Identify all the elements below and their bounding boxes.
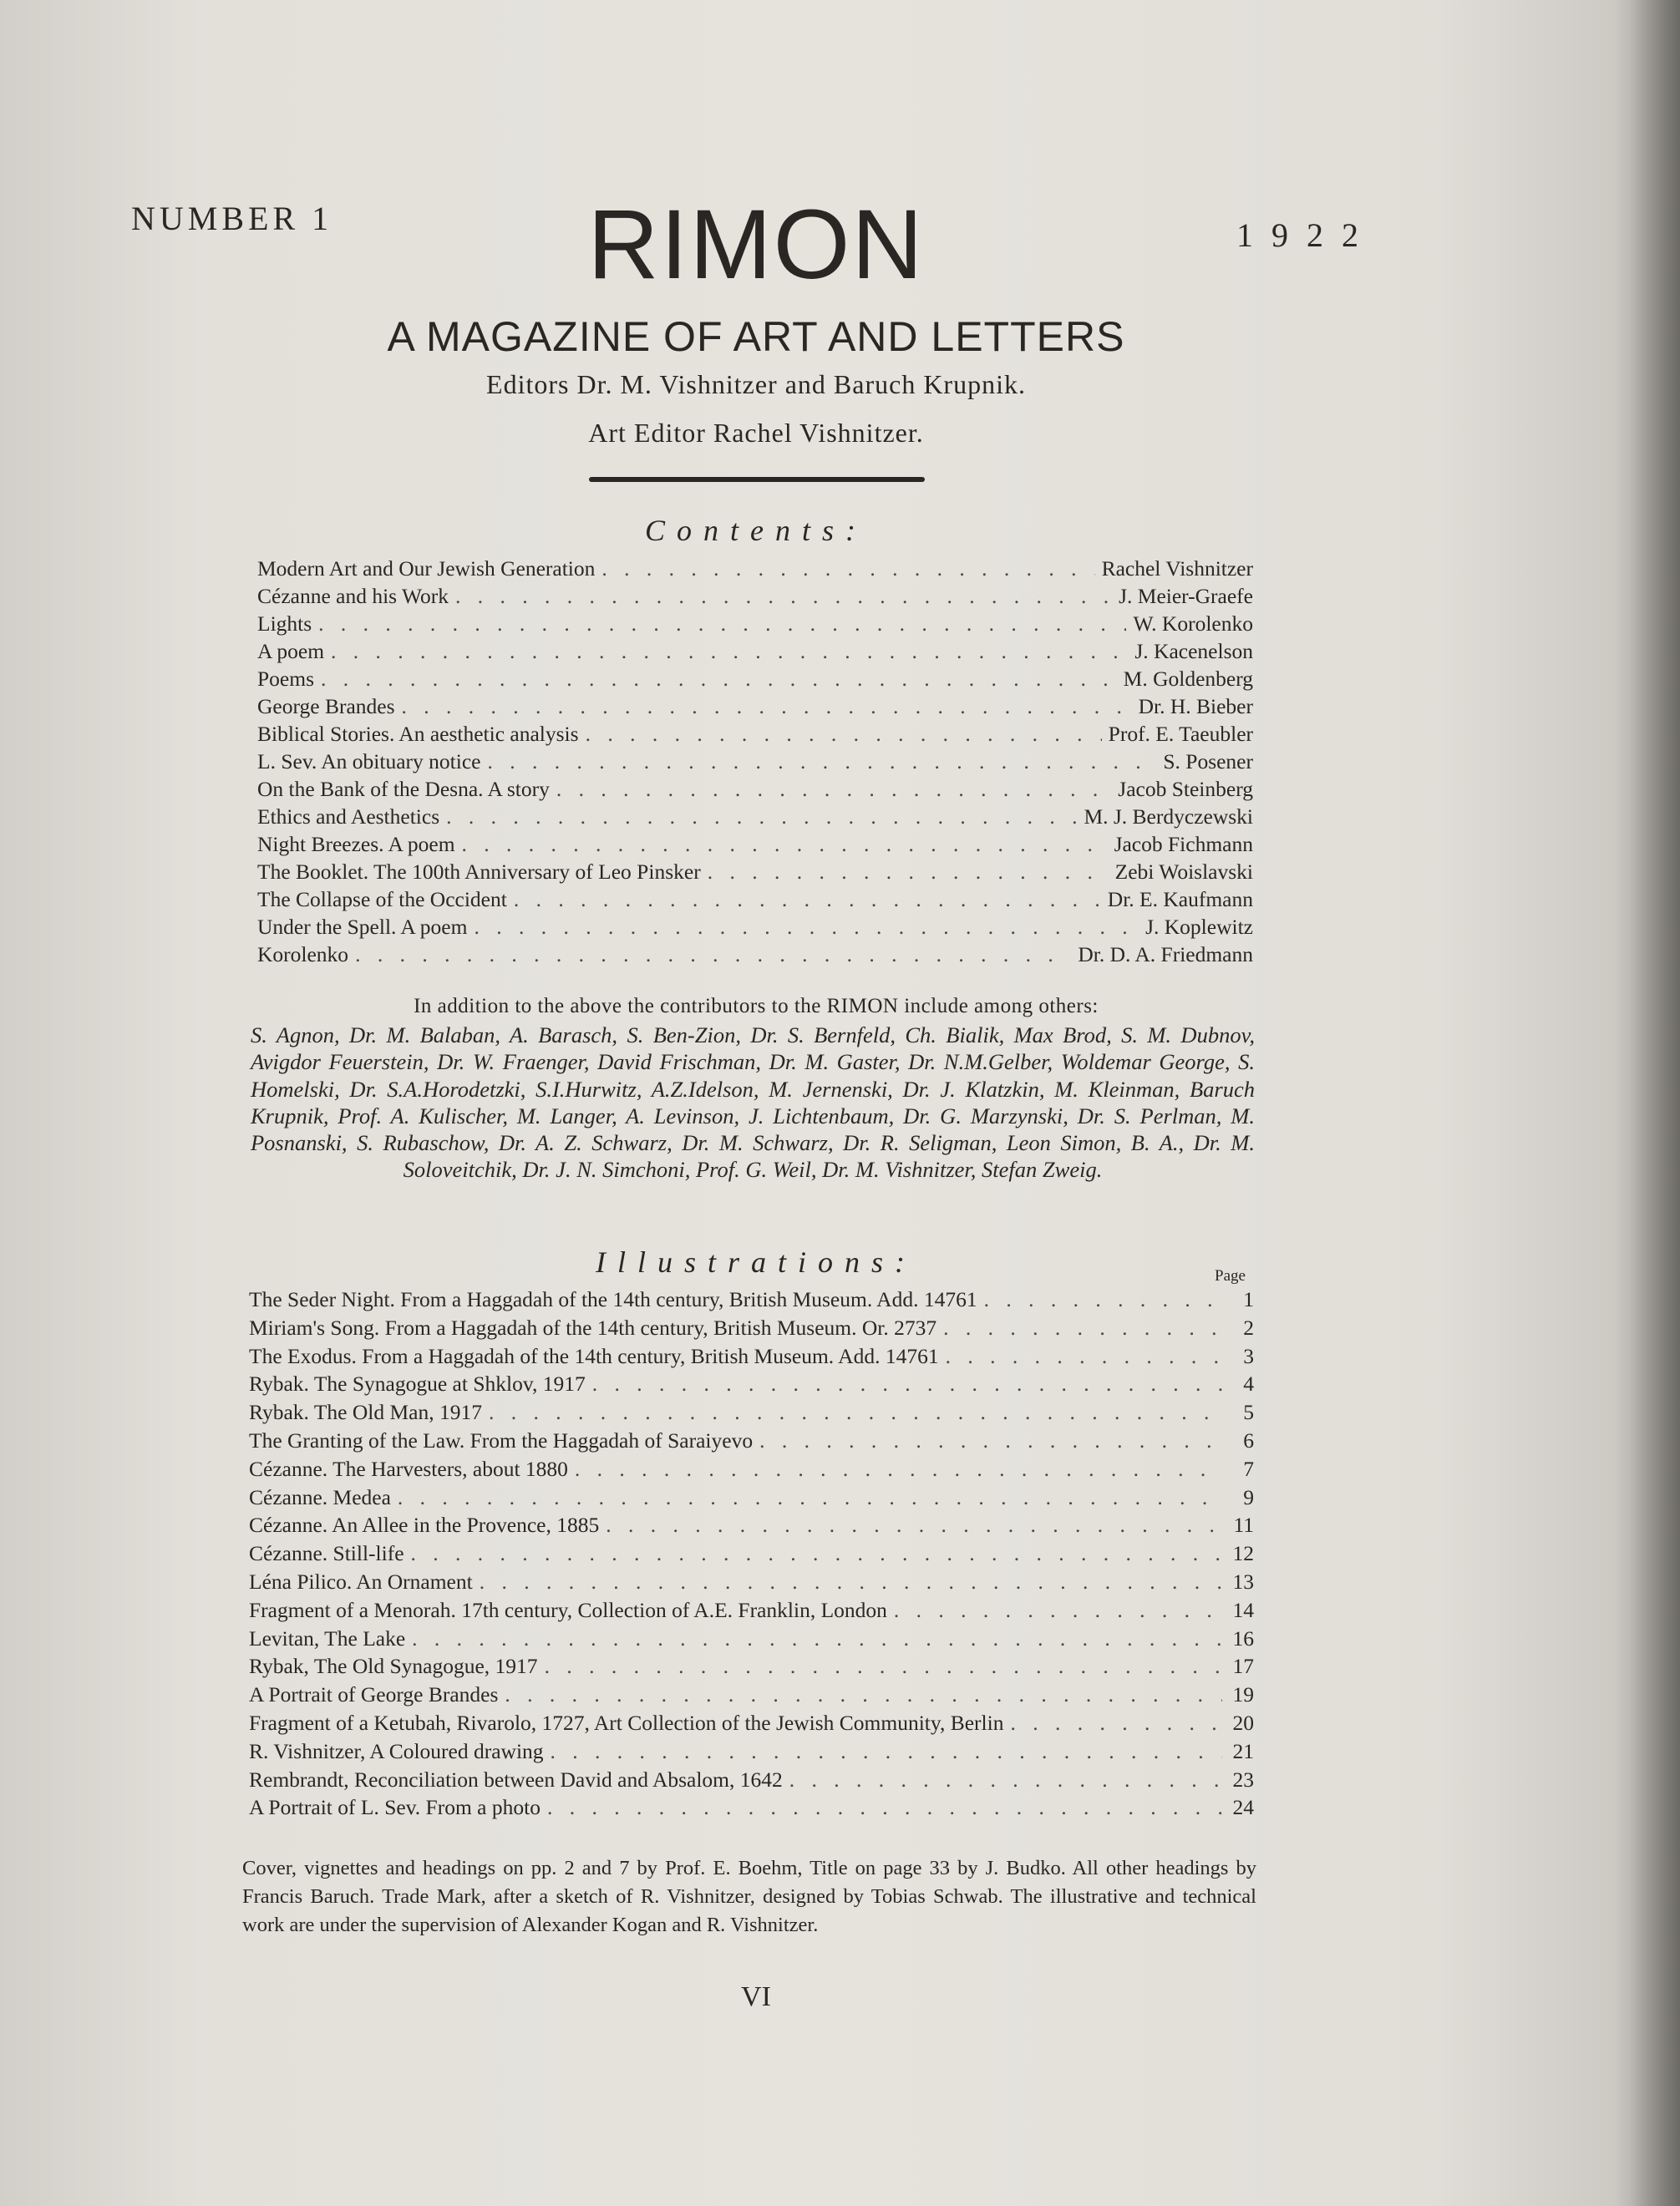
illustration-page: 21: [1232, 1738, 1254, 1763]
illustration-item: [249, 1654, 1254, 1682]
contents-item: [257, 694, 1253, 722]
dot-leader: [412, 1626, 1222, 1651]
illustration-item: [249, 1626, 1254, 1655]
illustration-title: Léna Pilico. An Ornament: [249, 1569, 473, 1594]
magazine-title: RIMON: [587, 190, 925, 300]
contents-title: Poems: [257, 667, 315, 691]
contents-author: W. Korolenko: [1133, 611, 1253, 636]
contents-title: Modern Art and Our Jewish Generation: [257, 556, 596, 581]
dot-leader: [321, 667, 1117, 692]
contents-list: [257, 556, 1253, 970]
contents-item: [257, 942, 1253, 970]
illustration-title: Rybak, The Old Synagogue, 1917: [249, 1654, 538, 1679]
contents-author: M. Goldenberg: [1123, 667, 1253, 691]
contents-item: [257, 556, 1253, 584]
illustration-page: 24: [1232, 1795, 1254, 1820]
illustration-title: The Exodus. From a Haggadah of the 14th century, British Museum. Add. 14761: [249, 1343, 939, 1368]
illustration-page: 7: [1243, 1456, 1254, 1481]
illustration-title: Cézanne. Still-life: [249, 1541, 404, 1566]
contents-title: A poem: [257, 639, 325, 663]
contents-heading: Contents:: [645, 514, 867, 547]
illustration-title: A Portrait of George Brandes: [249, 1682, 499, 1707]
illustration-page: 16: [1232, 1625, 1254, 1651]
illustration-item: [249, 1344, 1254, 1372]
illustration-title: The Granting of the Law. From the Haggadah of Saraiyevo: [249, 1428, 754, 1453]
contents-title: Biblical Stories. An aesthetic analysis: [257, 722, 579, 746]
illustration-title: The Seder Night. From a Haggadah of the 14th century, British Museum. Add. 14761: [249, 1287, 977, 1311]
contents-author: Dr. E. Kaufmann: [1107, 887, 1253, 911]
dot-leader: [606, 1513, 1222, 1538]
illustration-page: 12: [1232, 1541, 1254, 1566]
dot-leader: [894, 1598, 1222, 1623]
illustration-title: Fragment of a Ketubah, Rivarolo, 1727, Art Collection of the Jewish Community, Berlin: [249, 1710, 1004, 1735]
dot-leader: [462, 832, 1108, 857]
illustration-title: A Portrait of L. Sev. From a photo: [249, 1795, 541, 1820]
contents-item: [257, 777, 1253, 804]
contents-item: [257, 832, 1253, 860]
dot-leader: [545, 1654, 1222, 1679]
illustration-page: 23: [1232, 1767, 1254, 1792]
issue-year: 1922: [1236, 216, 1377, 254]
contents-title: The Booklet. The 100th Anniversary of Leo Pinsker: [257, 860, 701, 884]
dot-leader: [586, 722, 1102, 747]
dot-leader: [592, 1372, 1222, 1397]
contents-item: [257, 584, 1253, 611]
illustration-item: [249, 1287, 1254, 1316]
dot-leader: [355, 942, 1071, 967]
contents-author: Zebi Woislavski: [1114, 860, 1253, 884]
contents-title: Lights: [257, 611, 312, 636]
contents-item: [257, 804, 1253, 832]
dot-leader: [551, 1739, 1222, 1764]
contents-author: J. Meier-Graefe: [1119, 584, 1253, 608]
dot-leader: [514, 887, 1101, 912]
contents-item: [257, 860, 1253, 887]
contents-title: Cézanne and his Work: [257, 584, 449, 608]
dot-leader: [331, 639, 1128, 664]
illustration-title: Cézanne. The Harvesters, about 1880: [249, 1456, 568, 1481]
dot-leader: [505, 1682, 1222, 1707]
title-rule: [589, 477, 925, 482]
illustration-title: Levitan, The Lake: [249, 1625, 406, 1651]
art-editor-line: Art Editor Rachel Vishnitzer.: [588, 418, 924, 448]
contents-item: [257, 887, 1253, 915]
illustration-item: [249, 1372, 1254, 1400]
contents-item: [257, 611, 1253, 639]
illustration-item: [249, 1400, 1254, 1428]
contents-author: M. J. Berdyczewski: [1084, 804, 1253, 829]
page-column-label: Page: [1215, 1267, 1246, 1285]
dot-leader: [398, 1485, 1222, 1510]
illustration-page: 5: [1243, 1400, 1254, 1425]
dot-leader: [402, 694, 1132, 719]
dot-leader: [446, 804, 1077, 829]
credits-paragraph: Cover, vignettes and headings on pp. 2 and 7 by Prof. E. Boehm, Title on page 33 by J. Budko. All other headings by Francis Baruch. Trade Mark, after a sketch of R. Vishnitzer, designed by Tobias Schwab. The illustrative and technical work are under the supervision of Alexander Kogan and R. Vishnitzer.: [242, 1857, 1256, 1936]
dot-leader: [759, 1428, 1222, 1453]
dot-leader: [943, 1316, 1222, 1341]
illustration-page: 11: [1233, 1513, 1254, 1538]
illustration-item: [249, 1428, 1254, 1457]
illustration-item: [249, 1767, 1254, 1796]
contents-author: Rachel Vishnitzer: [1101, 556, 1253, 581]
illustration-item: [249, 1739, 1254, 1767]
illustration-item: [249, 1711, 1254, 1739]
contents-author: Jacob Fichmann: [1114, 832, 1253, 856]
illustration-title: Rembrandt, Reconciliation between David and Absalom, 1642: [249, 1767, 783, 1792]
illustration-item: [249, 1457, 1254, 1485]
illustration-title: Miriam's Song. From a Haggadah of the 14th century, British Museum. Or. 2737: [249, 1315, 937, 1340]
contents-author: Prof. E. Taeubler: [1108, 722, 1253, 746]
illustration-page: 4: [1243, 1372, 1254, 1397]
illustration-item: [249, 1570, 1254, 1598]
dot-leader: [575, 1457, 1222, 1482]
dot-leader: [411, 1541, 1222, 1566]
illustration-title: R. Vishnitzer, A Coloured drawing: [249, 1738, 544, 1763]
illustration-item: [249, 1682, 1254, 1711]
dot-leader: [708, 860, 1109, 885]
contents-title: Night Breezes. A poem: [257, 832, 455, 856]
illustration-page: 19: [1232, 1682, 1254, 1707]
illustration-item: [249, 1598, 1254, 1626]
contents-author: Jacob Steinberg: [1118, 777, 1253, 801]
contributors-names: S. Agnon, Dr. M. Balaban, A. Barasch, S. Ben-Zion, Dr. S. Bernfeld, Ch. Bialik, Max Brod, S. M. Dubnov, Avigdor Feuerstein, Dr. W. Fraenger, David Frischman, Dr. M. Gaster, Dr. N.M.Gelber, Woldemar George, S. Homelski, Dr. S.A.Horodetzki, S.I.Hurwitz, A.Z.Idelson, M. Jernenski, Dr. J. Klatzkin, M. Kleinman, Baruch Krupnik, Prof. A. Kulischer, M. Langer, A. Levinson, J. Lichtenbaum, Dr. G. Marzynski, Dr. S. Perlman, M. Posnanski, S. Rubaschow, Dr. A. Z. Schwarz, Dr. M. Schwarz, Dr. R. Seligman, Leon Simon, B. A., Dr. M. Soloveitchik, Dr. J. N. Simchoni, Prof. G. Weil, Dr. M. Vishnitzer, Stefan Zweig.: [251, 1022, 1255, 1183]
contents-item: [257, 915, 1253, 942]
dot-leader: [984, 1287, 1222, 1312]
illustration-page: 6: [1243, 1428, 1254, 1453]
contents-title: George Brandes: [257, 694, 395, 718]
contents-title: On the Bank of the Desna. A story: [257, 777, 550, 801]
contents-title: L. Sev. An obituary notice: [257, 749, 481, 773]
illustration-page: 9: [1243, 1484, 1254, 1509]
illustrations-list: [249, 1287, 1254, 1823]
illustration-title: Rybak. The Synagogue at Shklov, 1917: [249, 1372, 586, 1397]
illustration-page: 17: [1232, 1654, 1254, 1679]
illustration-page: 3: [1243, 1343, 1254, 1368]
illustrations-heading: Illustrations:: [595, 1245, 916, 1279]
dot-leader: [455, 584, 1112, 609]
dot-leader: [789, 1767, 1222, 1793]
contents-title: Korolenko: [257, 942, 349, 966]
dot-leader: [1010, 1711, 1222, 1736]
illustration-page: 1: [1243, 1287, 1254, 1311]
page-binding-shadow: [1630, 0, 1680, 2206]
contents-item: [257, 639, 1253, 667]
contents-author: J. Koplewitz: [1145, 915, 1253, 939]
dot-leader: [556, 777, 1111, 802]
dot-leader: [601, 556, 1094, 581]
contents-author: Dr. D. A. Friedmann: [1078, 942, 1253, 966]
contributors-intro: In addition to the above the contributors to the RIMON include among others:: [414, 995, 1099, 1017]
illustration-page: 20: [1232, 1710, 1254, 1735]
contents-title: Ethics and Aesthetics: [257, 804, 440, 829]
dot-leader: [489, 1400, 1222, 1425]
contents-item: [257, 722, 1253, 749]
illustration-title: Rybak. The Old Man, 1917: [249, 1400, 482, 1425]
contents-title: Under the Spell. A poem: [257, 915, 468, 939]
illustration-title: Fragment of a Menorah. 17th century, Collection of A.E. Franklin, London: [249, 1597, 887, 1622]
illustration-page: 13: [1232, 1569, 1254, 1594]
illustration-title: Cézanne. An Allee in the Provence, 1885: [249, 1513, 600, 1538]
dot-leader: [547, 1795, 1222, 1820]
illustration-page: 2: [1243, 1315, 1254, 1340]
contents-item: [257, 749, 1253, 777]
illustration-page: 14: [1232, 1597, 1254, 1622]
magazine-subtitle: A MAGAZINE OF ART AND LETTERS: [387, 313, 1125, 360]
contents-author: J. Kacenelson: [1134, 639, 1253, 663]
page-number: VI: [741, 1981, 771, 2012]
dot-leader: [487, 749, 1156, 774]
contents-title: The Collapse of the Occident: [257, 887, 507, 911]
dot-leader: [318, 611, 1126, 636]
illustration-title: Cézanne. Medea: [249, 1484, 391, 1509]
contents-author: S. Posener: [1163, 749, 1253, 773]
dot-leader: [946, 1344, 1222, 1369]
contents-author: Dr. H. Bieber: [1138, 694, 1253, 718]
editors-line: Editors Dr. M. Vishnitzer and Baruch Krupnik.: [486, 369, 1026, 399]
illustration-item: [249, 1485, 1254, 1514]
dot-leader: [480, 1570, 1222, 1595]
illustration-item: [249, 1541, 1254, 1570]
illustration-item: [249, 1513, 1254, 1541]
issue-number: NUMBER 1: [131, 200, 333, 237]
illustration-item: [249, 1316, 1254, 1344]
illustration-item: [249, 1795, 1254, 1823]
contents-item: [257, 667, 1253, 694]
dot-leader: [474, 915, 1139, 940]
